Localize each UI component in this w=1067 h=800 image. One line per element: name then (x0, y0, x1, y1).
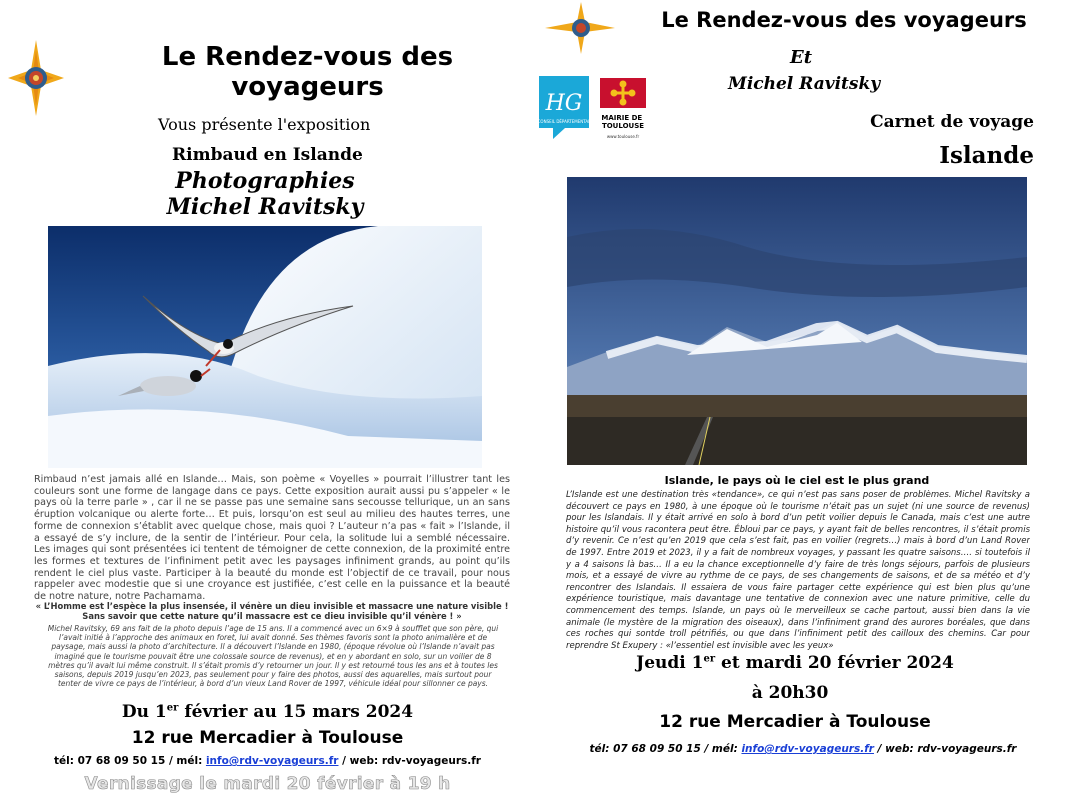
hg-department-logo-icon (539, 76, 589, 139)
hg-logo-text: HG (545, 91, 583, 116)
arctic-terns-photo (48, 226, 482, 468)
right-body-text: L’Islande est une destination très «tendance», ce qui n’est pas sans poser de problèmes. Michel Ravitsky a découvert ce pays en 1980, à une époque où le tourisme n’était pas un sujet (ni une source de revenus) pour les Islandais. Il y était arrivé en solo à bord d’un petit voilier depuis le Canada, mais c’est une autre histoire qu’il vous racontera peut être. Ébloui par ce pays, y ayant fait de belles rencontres, il s’était promis d’y revenir. Ce n’est qu’en 2019 que cela s’est fait, pas en voilier (regrets…) mais à bord d’un Land Rover de 1997. Entre 2019 et 2023, il y a fait de nombreux voyages, y passant les quatre saisons…. si toutefois il y a 4 saisons là bas… Il a eu la chance exceptionnelle d’y faire de très longs séjours, parfois de plusieurs mois, et a essayé de vivre au rythme de ce pays, de ses changements de saisons, et de sa météo et d’y rencontrer des Islandais. Il essaiera de vous faire partager cette expérience qui est bien plus qu’une expérience touristique, mais davantage une tentative de connexion avec une nature primitive, celle du commencement des temps. Islande, un pays où le merveilleux se cache partout, aussi bien dans la vie animale (le mystère de la migration des oiseaux), dans l’infiniment grand des aurores boréales, que dans ces roches qui sontde troll pétrifiés, ou que dans l’infiniment petit des cailloux des chemins. Car pour reprendre St Exupery : «l’essentiel est invisible avec les yeux» (566, 490, 1030, 651)
right-contact (578, 743, 1028, 755)
right-address: 12 rue Mercadier à Toulouse (659, 712, 931, 732)
left-email-link[interactable]: info@rdv-voyageurs.fr (205, 755, 339, 767)
right-event-dates (610, 653, 980, 673)
right-title: Le Rendez-vous des voyageurs (661, 8, 1027, 32)
left-subtitle-photographies: Photographies (175, 168, 355, 194)
hg-logo (539, 76, 589, 139)
right-contact-web: / web: rdv-voyageurs.fr (873, 743, 1017, 755)
right-compass-logo (545, 2, 615, 54)
left-exhibit-title: Rimbaud en Islande (172, 145, 363, 165)
iceland-landscape-photo (567, 177, 1027, 465)
right-date-prefix: Jeudi 1 (636, 653, 704, 673)
left-subtitle-author: Michel Ravitsky (166, 194, 364, 220)
left-subtitle (150, 168, 380, 220)
right-photo-caption: Islande, le pays où le ciel est le plus grand (664, 474, 930, 487)
right-author-name: Michel Ravitsky (728, 74, 881, 94)
right-date-sup: er (703, 653, 716, 665)
right-carnet-title: Carnet de voyage (870, 112, 1034, 132)
compass-star-icon (545, 2, 615, 54)
hg-logo-caption: CONSEIL DÉPARTEMENTAL (539, 119, 589, 124)
right-date-suffix: et mardi 20 février 2024 (715, 653, 954, 673)
left-dates-sup: er (166, 702, 179, 714)
left-contact-phone: tél: 07 68 09 50 15 / mél: (54, 755, 206, 767)
toulouse-cross-logo-icon (598, 78, 648, 140)
left-presents-text: Vous présente l'exposition (158, 115, 371, 134)
left-compass-logo (8, 40, 64, 116)
left-quote: « L’Homme est l’espèce la plus insensée, il vénère un dieu invisible et massacre une nature visible ! Sans savoir que cette nature qu’il massacre est ce dieu invisible qu’il vénère ! » (35, 601, 509, 621)
left-title: Le Rendez-vous des voyageurs (161, 42, 454, 102)
svg-text:MAIRIE DE TOULOUSE: MAIRIE DE TOULOUSE (601, 114, 645, 130)
left-address: 12 rue Mercadier à Toulouse (131, 728, 404, 748)
left-body-text: Rimbaud n’est jamais allé en Islande… Mais, son poème « Voyelles » pourrait l’illustrer tant les couleurs sont une forme de langage dans ce pays. Cette exposition aurait aussi pu s’appeler « le pays où la terre parle » , car il ne se passe pas une semaine sans secousse tellurique, un an sans éruption volcanique ou alerte forte… Et puis, lorsqu’on est seul au milieu des hautes terres, une forme de connexion s’établit avec quelque chose, mais quoi ? L’auteur n’a pas « fait » l’Islande, il a essayé de s’y inclure, de la sentir de l’intérieur. Pour cela, la solitude lui a semblé nécessaire. Les images qui sont présentées ici tentent de témoigner de cette connexion, de la proximité entre les formes et textures de l’infiniment petit avec les paysages infiniment grands, au point qu’ils rendent le ciel plus vaste. Participer à la beauté du monde est l’objectif de ce travail, pour nous rappeler avec modestie que si une croyance est justifiée, c’est celle en la puissance et la beauté de notre nature, notre Pachamama. (34, 474, 510, 603)
left-contact-web: / web: rdv-voyageurs.fr (338, 755, 481, 767)
left-contact (30, 755, 505, 767)
right-destination: Islande (939, 142, 1034, 169)
mairie-url: www.toulouse.fr (606, 134, 640, 139)
mairie-logo (598, 78, 648, 140)
left-photo (48, 226, 482, 468)
compass-star-icon (8, 40, 64, 116)
right-email-link[interactable]: info@rdv-voyageurs.fr (741, 743, 874, 755)
right-event-time: à 20h30 (751, 683, 829, 703)
left-exhibit-dates (110, 702, 425, 722)
right-photo (567, 177, 1027, 465)
left-author-bio: Michel Ravitsky, 69 ans fait de la photo depuis l’age de 15 ans. Il a commencé avec un 6×9 à soufflet que son père, qui l’avait initié à l’approche des animaux en foret, lui avait donné. Ses thèmes favoris sont la photo animalière et de paysage, mais aussi la photo d’architecture. Il a découvert l’Islande en 1980, (époque révolue où l’Islande n’avait pas imaginé que le tourisme pouvait être une colossale source de revenus), et en y abordant en solo, sur un voilier de 8 mètres qu’il avait lui même construit. Il s’était promis d’y retourner un jour. Il y est retourné tous les ans et à toutes les saisons, depuis 2019 jusqu’en 2023, pas seulement pour y faire des photos, aussi des aquarelles, mais surtout pour tenter de vivre ce pays de l’intérieur, à bord d’un vieux Land Rover de 1997, véhicule idéal pour sillonner ce pays. (47, 624, 499, 689)
right-contact-phone: tél: 07 68 09 50 15 / mél: (589, 743, 742, 755)
left-dates-prefix: Du 1 (121, 702, 167, 722)
left-dates-suffix: février au 15 mars 2024 (178, 702, 414, 722)
left-vernissage: Vernissage le mardi 20 février à 19 h (84, 774, 451, 794)
right-et: Et (790, 47, 813, 68)
